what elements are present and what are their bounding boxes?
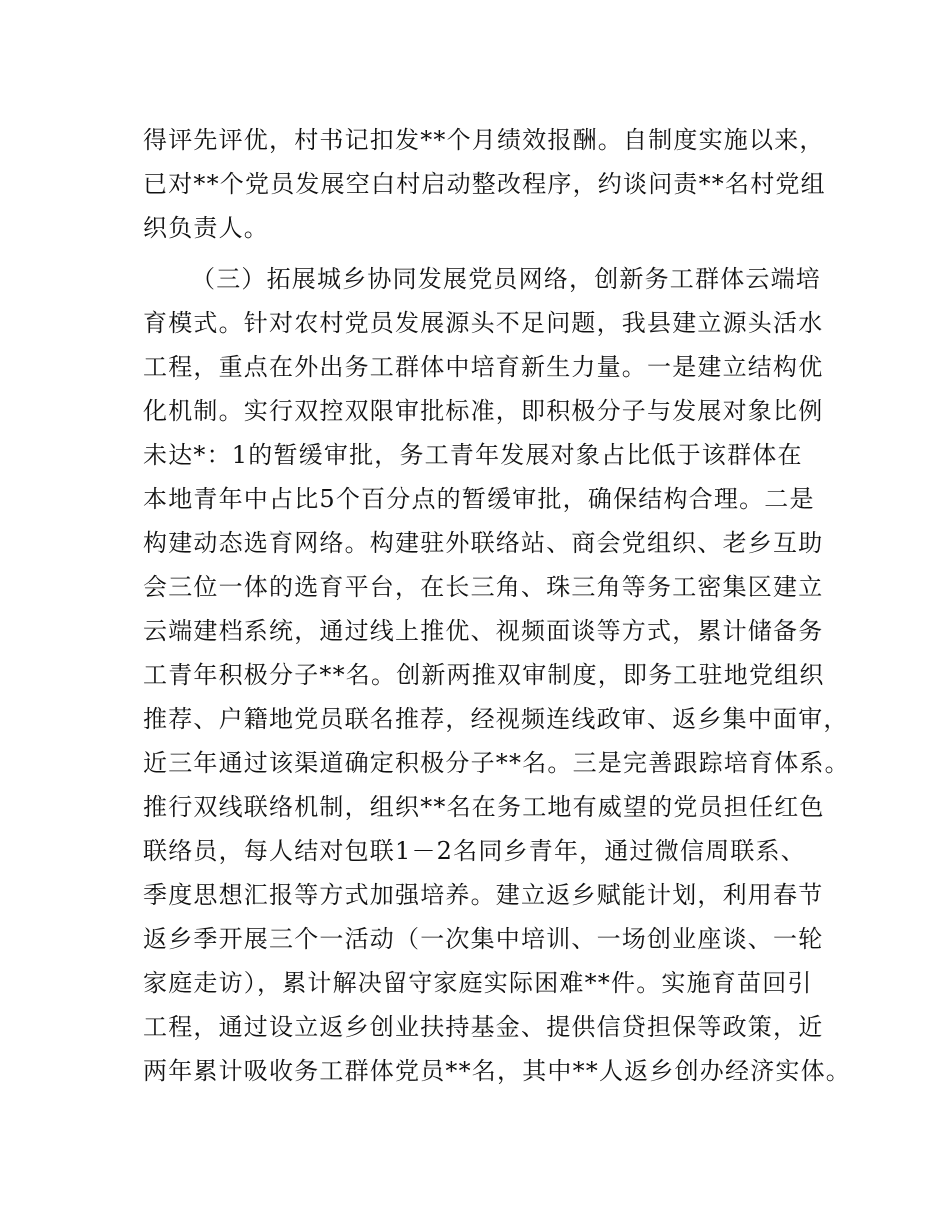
- paragraph-1-line-3: 织负责人。: [143, 214, 269, 242]
- paragraph-2-line-9: 云端建档系统，通过线上推优、视频面谈等方式，累计储备务: [143, 617, 824, 645]
- paragraph-1-line-1: 得评先评优，村书记扣发**个月绩效报酬。自制度实施以来，: [143, 126, 825, 154]
- paragraph-2-line-15: 季度思想汇报等方式加强培养。建立返乡赋能计划，利用春节: [143, 881, 824, 909]
- paragraph-2-line-2: 育模式。针对农村党员发展源头不足问题，我县建立源头活水: [143, 309, 824, 337]
- paragraph-2-line-18: 工程，通过设立返乡创业扶持基金、提供信贷担保等政策，近: [143, 1013, 824, 1041]
- paragraph-2-line-12: 近三年通过该渠道确定积极分子**名。三是完善跟踪培育体系。: [143, 749, 850, 777]
- paragraph-2-line-16: 返乡季开展三个一活动（一次集中培训、一场创业座谈、一轮: [143, 925, 824, 953]
- paragraph-2-line-3: 工程，重点在外出务工群体中培育新生力量。一是建立结构优: [143, 353, 824, 381]
- paragraph-2-line-10: 工青年积极分子**名。创新两推双审制度，即务工驻地党组织: [143, 661, 825, 689]
- paragraph-2-line-17: 家庭走访），累计解决留守家庭实际困难**件。实施育苗回引: [143, 969, 813, 997]
- paragraph-2-line-4: 化机制。实行双控双限审批标准，即积极分子与发展对象比例: [143, 397, 824, 425]
- paragraph-2-line-5: 未达*：1的暂缓审批，务工青年发展对象占比低于该群体在: [143, 441, 803, 469]
- paragraph-2-line-8: 会三位一体的选育平台，在长三角、珠三角等务工密集区建立: [143, 573, 824, 601]
- paragraph-2-line-1: （三）拓展城乡协同发展党员网络，创新务工群体云端培: [191, 265, 821, 293]
- paragraph-2-line-7: 构建动态选育网络。构建驻外联络站、商会党组织、老乡互助: [143, 529, 824, 557]
- paragraph-2-line-11: 推荐、户籍地党员联名推荐，经视频连线政审、返乡集中面审，: [143, 705, 849, 733]
- paragraph-2-line-14: 联络员，每人结对包联1－2名同乡青年，通过微信周联系、: [143, 837, 806, 865]
- paragraph-2-line-6: 本地青年中占比5个百分点的暂缓审批，确保结构合理。二是: [143, 485, 815, 513]
- paragraph-2-line-13: 推行双线联络机制，组织**名在务工地有威望的党员担任红色: [143, 793, 825, 821]
- paragraph-2-line-19: 两年累计吸收务工群体党员**名，其中**人返乡创办经济实体。: [143, 1057, 851, 1085]
- paragraph-1-line-2: 已对**个党员发展空白村启动整改程序，约谈问责**名村党组: [143, 170, 826, 198]
